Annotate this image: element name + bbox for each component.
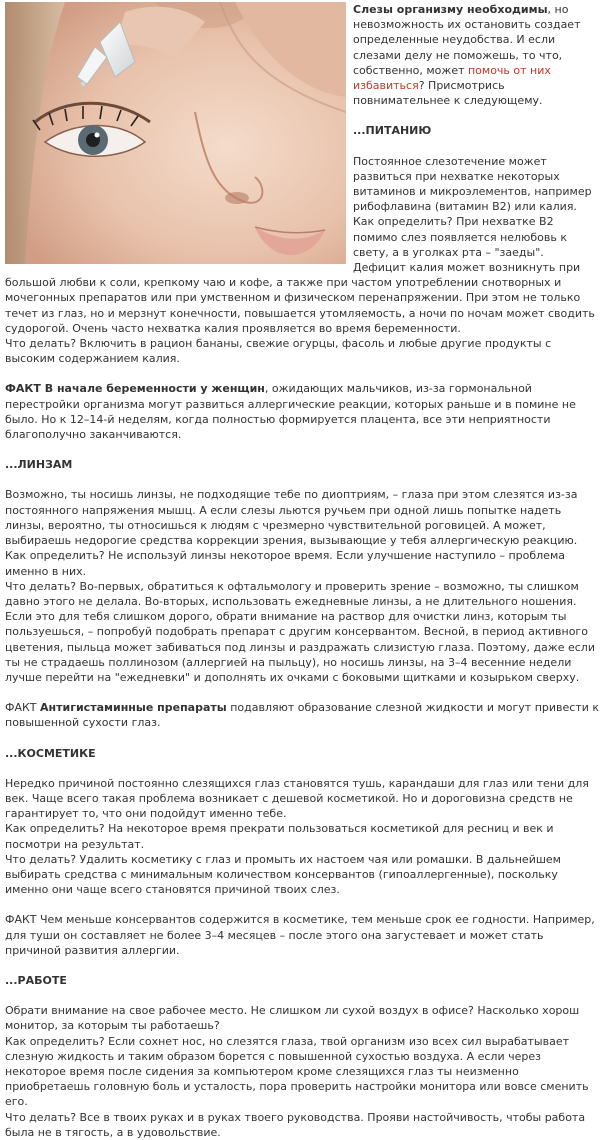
cosmetics-paragraph-1: Нередко причиной постоянно слезящихся глаз становятся тушь, карандаши для глаз или тени для век. Чаще всего такая проблема возникает с дешевой косметикой. Но и дороговизна средств не гарантирует то, что они подойдут именно тебе.: [5, 776, 589, 821]
fact-preservatives: ФАКТ Чем меньше консервантов содержится в косметике, тем меньше срок ее годности. Например, для туши он составляет не более 3–4 месяцев – после этого она загустевает и может стать причиной развития аллергии.: [5, 913, 595, 957]
work-paragraph-1: Обрати внимание на свое рабочее место. Не слишком ли сухой воздух в офисе? Насколько хорош монитор, за которым ты работаешь?: [5, 1004, 580, 1033]
work-paragraph-3: Что делать? Все в твоих руках и в руках твоего руководства. Прояви настойчивость, чтобы работа была не в тягость, а в удовольствие.: [5, 1110, 586, 1139]
section-heading-lenses: ...ЛИНЗАМ: [5, 458, 73, 472]
lenses-paragraph-2: Как определить? Не используй линзы некоторое время. Если улучшение наступило – проблема именно в них.: [5, 549, 565, 578]
intro-text-end: ? Присмотрись повнимательнее к следующему.: [353, 79, 543, 108]
cosmetics-paragraph-3: Что делать? Удалить косметику с глаз и промыть их настоем чая или ромашки. В дальнейшем выбирать средства с минимальным количеством консервантов (гипоаллергенные), поскольку именно они чаще всего становятся причиной твоих слез.: [5, 852, 561, 897]
cosmetics-paragraph-2: Как определить? На некоторое время прекрати пользоваться косметикой для ресниц и век и посмотри на результат.: [5, 822, 554, 851]
section-heading-work: ...РАБОТЕ: [5, 973, 67, 987]
eye-drops-photo: [5, 2, 346, 264]
lenses-paragraph-1: Возможно, ты носишь линзы, не подходящие тебе по диоптриям, – глаза при этом слезятся из-за постоянного напряжения мышц. А если слезы льются ручьем при одной лишь попытке надеть линзы, вероятно, ты относишься к людям с чрезмерно чувствительной роговицей. А может, выбираешь недорогие средства коррекции зрения, вызывающие у тебя аллергическую реакцию.: [5, 488, 578, 548]
fact-antihistamines-prefix: ФАКТ: [5, 701, 41, 715]
lenses-paragraph-3: Что делать? Во-первых, обратиться к офтальмологу и проверить зрение – возможно, ты слишком давно этого не делала. Во-вторых, использовать ежедневные линзы, а не длительного ношения. Если это для тебя слишком дорого, обрати внимание на раствор для очистки линз, которым ты пользуешься, – попробуй подобрать препарат с другим консервантом. Весной, в период активного цветения, пыльца может забиваться под линзы и раздражать слизистую глаза. Поэтому, даже если ты не страдаешь поллинозом (аллергией на пыльцу), но носишь линзы, на 3–4 весенние недели лучше перейти на "ежедневки" и дополнять их очками с боковыми щитками и козырьком сверху.: [5, 579, 595, 684]
fact-antihistamines-bold: Антигистаминные препараты: [40, 701, 227, 715]
fact-antihistamines: [5, 700, 599, 730]
fact-antihistamines-text: подавляют образование слезной жидкости и могут привести к повышенной сухости глаз.: [5, 701, 600, 730]
intro-link[interactable]: помочь от них избавиться: [353, 63, 551, 93]
work-paragraph-2: Как определить? Если сохнет нос, но слезятся глаза, твой организм изо всех сил вырабатывает слезную жидкость и таким образом борется с повышенной сухостью воздуха. А если через некоторое время после сидения за компьютером кроме слезящихся глаз ты неизменно приобретаешь головную боль и усталость, пора проверить настройки монитора или вовсе сменить его.: [5, 1034, 589, 1109]
intro-text: , но невозможность их остановить создает определенные неудобства. И если слезами делу не поможешь, то что, собственно, может: [353, 3, 581, 77]
section-heading-cosmetics: ...КОСМЕТИКЕ: [5, 746, 96, 760]
intro-lead: Слезы организму необходимы: [353, 3, 548, 16]
fact-pregnancy-bold: ФАКТ В начале беременности у женщин: [5, 382, 265, 396]
nutrition-paragraph-3: Что делать? Включить в рацион бананы, свежие огурцы, фасоль и любые другие продукты с высоким содержанием калия.: [5, 337, 552, 366]
eye-drops-illustration: [5, 2, 346, 264]
nutrition-paragraph-1: Постоянное слезотечение может развиться при нехватке некоторых витаминов и микроэлементов, например рибофлавина (витамин B2) или калия.: [353, 154, 592, 214]
fact-pregnancy-text: , ожидающих мальчиков, из-за гормональной перестройки организма могут развиться аллергические реакции, которых раньше и в помине не было. Но к 12–14-й неделям, когда полностью формируется плацента, все эти неприятности благополучно заканчиваются.: [5, 382, 576, 442]
section-heading-nutrition: ...ПИТАНИЮ: [353, 124, 432, 138]
nutrition-paragraph-2: Как определить? При нехватке В2 помимо слез появляется нелюбовь к свету, а в уголках рта – "заеды". Дефицит калия может возникнуть при большой любви к соли, крепкому чаю и кофе, а также при частом употреблении снотворных и мочегонных препаратов или при умственном и физическом перенапряжении. При этом не только течет из глаз, но и мерзнут конечности, повышается утомляемость, а ночи по ночам может сводить судорогой. Очень часто нехватка калия проявляется во время беременности.: [5, 215, 595, 335]
fact-pregnancy: [5, 381, 599, 442]
